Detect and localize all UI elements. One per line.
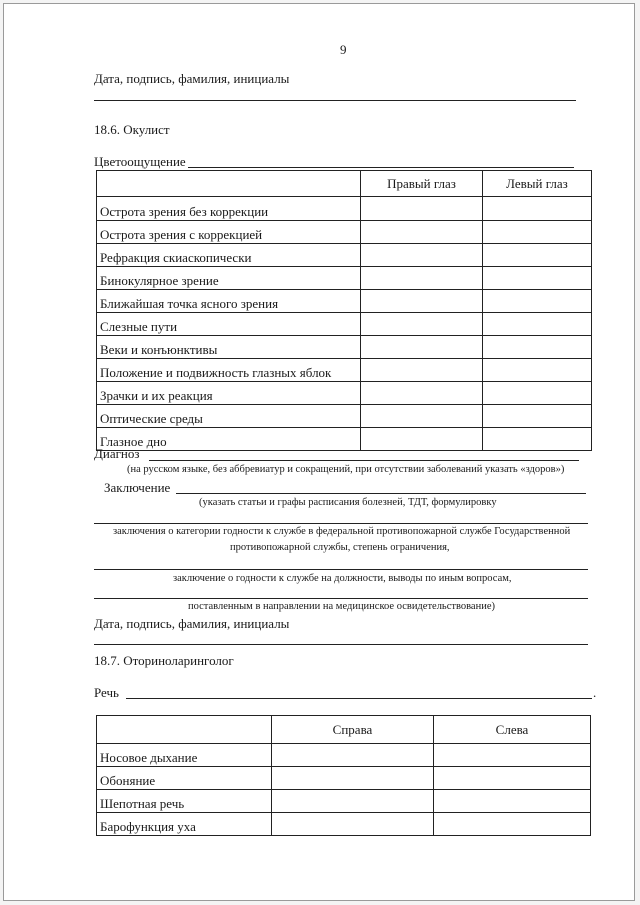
entry-cell[interactable] <box>361 313 483 336</box>
entry-cell[interactable] <box>483 382 592 405</box>
row-label: Барофункция уха <box>97 813 272 836</box>
entry-cell[interactable] <box>434 813 591 836</box>
diagnosis-label: Диагноз <box>94 446 140 461</box>
conclusion-line-3[interactable] <box>94 569 588 570</box>
document-page <box>3 3 635 901</box>
entry-cell[interactable] <box>483 290 592 313</box>
entry-cell[interactable] <box>361 267 483 290</box>
table-row <box>97 290 592 313</box>
conclusion-hint-5: поставленным в направлении на медицинское освидетельствование) <box>188 601 495 612</box>
oculist-signature-line[interactable] <box>94 644 588 645</box>
conclusion-hint-4: заключение о годности к службе на должности, выводы по иным вопросам, <box>173 573 512 584</box>
table-row <box>97 382 592 405</box>
header-corner-cell <box>97 171 361 197</box>
entry-cell[interactable] <box>483 313 592 336</box>
row-label: Бинокулярное зрение <box>97 267 361 290</box>
table-row <box>97 313 592 336</box>
color-perception-label: Цветоощущение <box>94 154 186 169</box>
entry-cell[interactable] <box>361 359 483 382</box>
table-header-row <box>97 171 592 197</box>
header-corner-cell <box>97 716 272 744</box>
entry-cell[interactable] <box>483 336 592 359</box>
row-label: Слезные пути <box>97 313 361 336</box>
conclusion-hint-1: (указать статьи и графы расписания болезней, ТДТ, формулировку <box>199 497 497 508</box>
oculist-signature-label: Дата, подпись, фамилия, инициалы <box>94 616 290 631</box>
conclusion-line-2[interactable] <box>94 523 588 524</box>
entry-cell[interactable] <box>483 359 592 382</box>
conclusion-hint-3: противопожарной службы, степень ограничения, <box>230 542 450 553</box>
conclusion-line-4[interactable] <box>94 598 588 599</box>
row-label: Зрачки и их реакция <box>97 382 361 405</box>
entry-cell[interactable] <box>483 197 592 221</box>
page-number: 9 <box>340 42 347 57</box>
top-signature-label: Дата, подпись, фамилия, инициалы <box>94 71 290 86</box>
entry-cell[interactable] <box>272 767 434 790</box>
entry-cell[interactable] <box>434 767 591 790</box>
entry-cell[interactable] <box>361 197 483 221</box>
oculist-section-title: 18.6. Окулист <box>94 122 170 137</box>
row-label: Оптические среды <box>97 405 361 428</box>
entry-cell[interactable] <box>272 744 434 767</box>
entry-cell[interactable] <box>483 221 592 244</box>
oculist-table <box>96 170 592 451</box>
column-header: Справа <box>272 716 434 744</box>
diagnosis-hint: (на русском языке, без аббревиатур и сокращений, при отсутствии заболеваний указать «здоров») <box>127 464 565 475</box>
table-row <box>97 813 591 836</box>
entry-cell[interactable] <box>434 744 591 767</box>
table-row <box>97 767 591 790</box>
table-row <box>97 428 592 451</box>
color-perception-line[interactable] <box>188 167 574 168</box>
row-label: Веки и конъюнктивы <box>97 336 361 359</box>
row-label: Обоняние <box>97 767 272 790</box>
column-header: Правый глаз <box>361 171 483 197</box>
table-row <box>97 790 591 813</box>
table-row <box>97 336 592 359</box>
table-row <box>97 197 592 221</box>
entry-cell[interactable] <box>272 813 434 836</box>
table-row <box>97 405 592 428</box>
entry-cell[interactable] <box>361 382 483 405</box>
table-row <box>97 744 591 767</box>
entry-cell[interactable] <box>361 428 483 451</box>
conclusion-hint-2: заключения о категории годности к службе в федеральной противопожарной службе Государственной <box>113 526 571 537</box>
entry-cell[interactable] <box>361 244 483 267</box>
row-label: Рефракция скиаскопически <box>97 244 361 267</box>
column-header: Левый глаз <box>483 171 592 197</box>
entry-cell[interactable] <box>483 405 592 428</box>
entry-cell[interactable] <box>483 244 592 267</box>
table-row <box>97 267 592 290</box>
table-row <box>97 359 592 382</box>
row-label: Острота зрения без коррекции <box>97 197 361 221</box>
row-label: Ближайшая точка ясного зрения <box>97 290 361 313</box>
diagnosis-line[interactable] <box>149 460 579 461</box>
table-row <box>97 221 592 244</box>
entry-cell[interactable] <box>361 221 483 244</box>
conclusion-label: Заключение <box>104 480 171 495</box>
row-label: Острота зрения с коррекцией <box>97 221 361 244</box>
column-header: Слева <box>434 716 591 744</box>
table-row <box>97 244 592 267</box>
row-label: Положение и подвижность глазных яблок <box>97 359 361 382</box>
entry-cell[interactable] <box>483 428 592 451</box>
entry-cell[interactable] <box>272 790 434 813</box>
row-label: Носовое дыхание <box>97 744 272 767</box>
speech-label: Речь <box>94 685 119 700</box>
table-header-row <box>97 716 591 744</box>
top-signature-line[interactable] <box>94 100 576 101</box>
entry-cell[interactable] <box>361 336 483 359</box>
speech-line[interactable] <box>126 698 592 699</box>
row-label: Шепотная речь <box>97 790 272 813</box>
speech-end: . <box>593 685 597 700</box>
entry-cell[interactable] <box>483 267 592 290</box>
ent-table <box>96 715 591 836</box>
ent-section-title: 18.7. Оториноларинголог <box>94 653 234 668</box>
conclusion-line-1[interactable] <box>176 493 586 494</box>
entry-cell[interactable] <box>434 790 591 813</box>
entry-cell[interactable] <box>361 290 483 313</box>
entry-cell[interactable] <box>361 405 483 428</box>
row-label: Глазное дно <box>97 428 361 451</box>
